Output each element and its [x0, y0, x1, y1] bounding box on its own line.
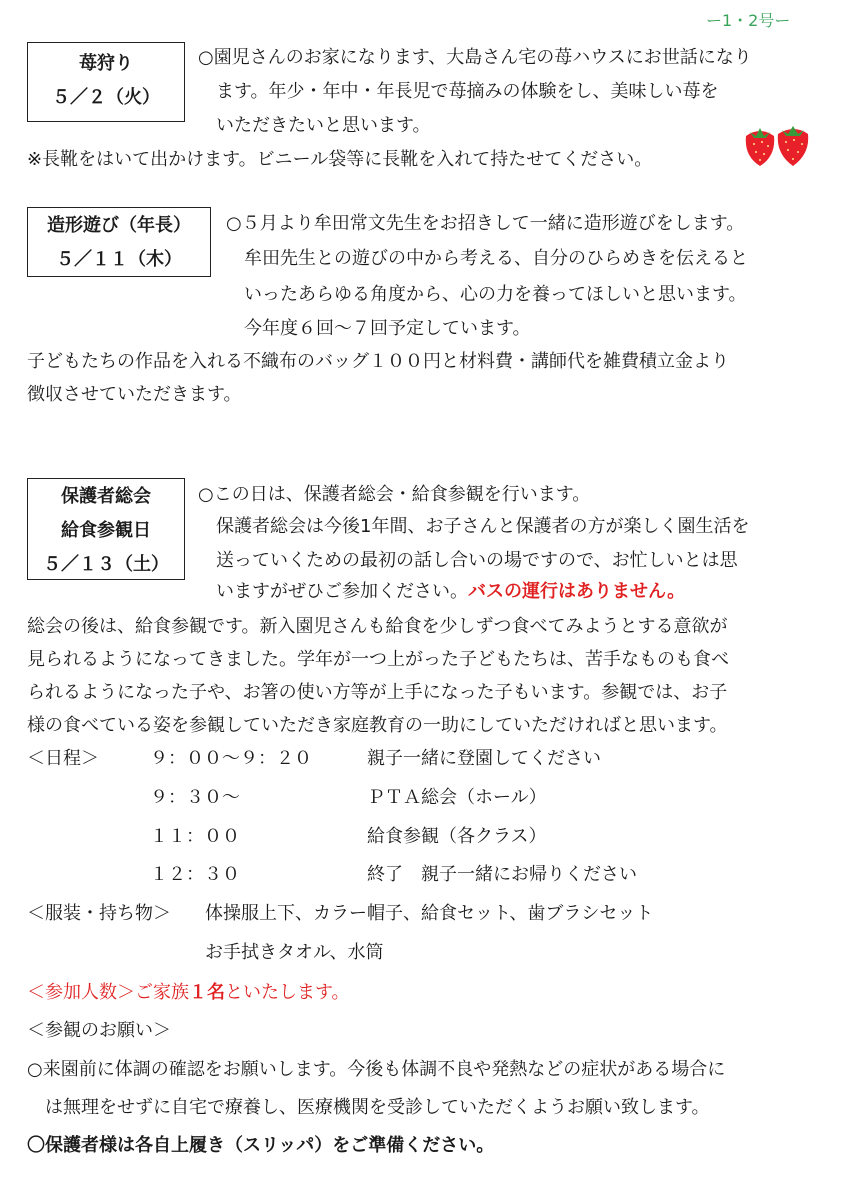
text-line: いったあらゆる角度から、心の力を養ってほしいと思います。: [244, 284, 747, 305]
strawberry-icon: [742, 120, 812, 168]
text-line: 保護者総会は今後1年間、お子さんと保護者の方が楽しく園生活を: [216, 516, 750, 537]
text-line: ○園児さんのお家になります、大島さん宅の苺ハウスにお世話になり: [198, 47, 752, 68]
schedule-desc: 終了 親子一緒にお帰りください: [367, 864, 637, 885]
schedule-desc: 給食参観（各クラス）: [367, 826, 547, 847]
text-line: ○この日は、保護者総会・給食参観を行います。: [198, 484, 591, 505]
schedule-desc: ＰＴＡ総会（ホール）: [367, 787, 547, 808]
schedule-label: ＜日程＞: [27, 748, 99, 769]
issue-number: ー1・2号ー: [706, 11, 791, 30]
request-label: ＜参観のお願い＞: [27, 1020, 171, 1041]
text-line: いただきたいと思います。: [216, 115, 431, 136]
text-line: [216, 581, 685, 603]
text-line: 牟田先生との遊びの中から考える、自分のひらめきを伝えると: [244, 248, 748, 269]
final-notice: 〇保護者様は各自上履き（スリッパ）をご準備ください。: [27, 1135, 495, 1156]
schedule-time: １１：００: [150, 826, 240, 847]
schedule-time: １２：３０: [150, 864, 240, 885]
event-date: ５／１１（木）: [56, 249, 182, 270]
attendance-notice: [27, 982, 350, 1004]
event-title: 造形遊び（年長）: [47, 215, 191, 236]
event-subtitle: 給食参観日: [61, 520, 151, 541]
note-line: 子どもたちの作品を入れる不織布のバッグ１００円と材料費・講師代を雑費積立金より: [27, 351, 729, 372]
attendance-number: １名: [189, 982, 225, 1003]
items-line: 体操服上下、カラー帽子、給食セット、歯ブラシセット: [205, 903, 654, 924]
event-title: 保護者総会: [61, 486, 151, 507]
request-line: ○来園前に体調の確認をお願いします。今後も体調不良や発熱などの症状がある場合に: [27, 1059, 726, 1080]
bus-notice: バスの運行はありません。: [468, 581, 686, 602]
event-box-art-play: [27, 207, 211, 277]
items-label: ＜服装・持ち物＞: [27, 903, 171, 924]
schedule-time: ９：００～９：２０: [150, 748, 312, 769]
attendance-post: といたします。: [225, 982, 350, 1003]
request-line: は無理をせずに自宅で療養し、医療機関を受診していただくようお願い致します。: [45, 1097, 710, 1118]
items-line: お手拭きタオル、水筒: [205, 942, 384, 963]
schedule-desc: 親子一緒に登園してください: [367, 748, 601, 769]
text-line: ○５月より牟田常文先生をお招きして一緒に造形遊びをします。: [226, 213, 745, 234]
event-title: 苺狩り: [79, 53, 133, 74]
text-line: 送っていくための最初の話し合いの場ですので、お忙しいとは思: [216, 550, 738, 571]
note-line: 徴収させていただきます。: [27, 384, 242, 405]
event-date: ５／２（火）: [52, 87, 160, 108]
paragraph-line: 様の食べている姿を参観していただき家庭教育の一助にしていただければと思います。: [27, 715, 728, 736]
text-line: ます。年少・年中・年長児で苺摘みの体験をし、美味しい苺を: [216, 81, 719, 102]
text-line-part: いますがぜひご参加ください。: [216, 581, 468, 602]
event-box-strawberry: [27, 42, 185, 122]
attendance-pre: ＜参加人数＞ご家族: [27, 982, 189, 1003]
event-box-parents-meeting: [27, 478, 185, 580]
text-line: 今年度６回～７回予定しています。: [244, 318, 531, 339]
paragraph-line: 見られるようになってきました。学年が一つ上がった子どもたちは、苦手なものも食べ: [27, 649, 729, 670]
note-line: ※長靴をはいて出かけます。ビニール袋等に長靴を入れて持たせてください。: [27, 149, 653, 170]
paragraph-line: 総会の後は、給食参観です。新入園児さんも給食を少しずつ食べてみようとする意欲が: [27, 616, 728, 637]
schedule-time: ９：３０～: [150, 787, 240, 808]
paragraph-line: られるようになった子や、お箸の使い方等が上手になった子もいます。参観では、お子: [27, 682, 728, 703]
event-date: ５／１３（土）: [43, 554, 169, 575]
